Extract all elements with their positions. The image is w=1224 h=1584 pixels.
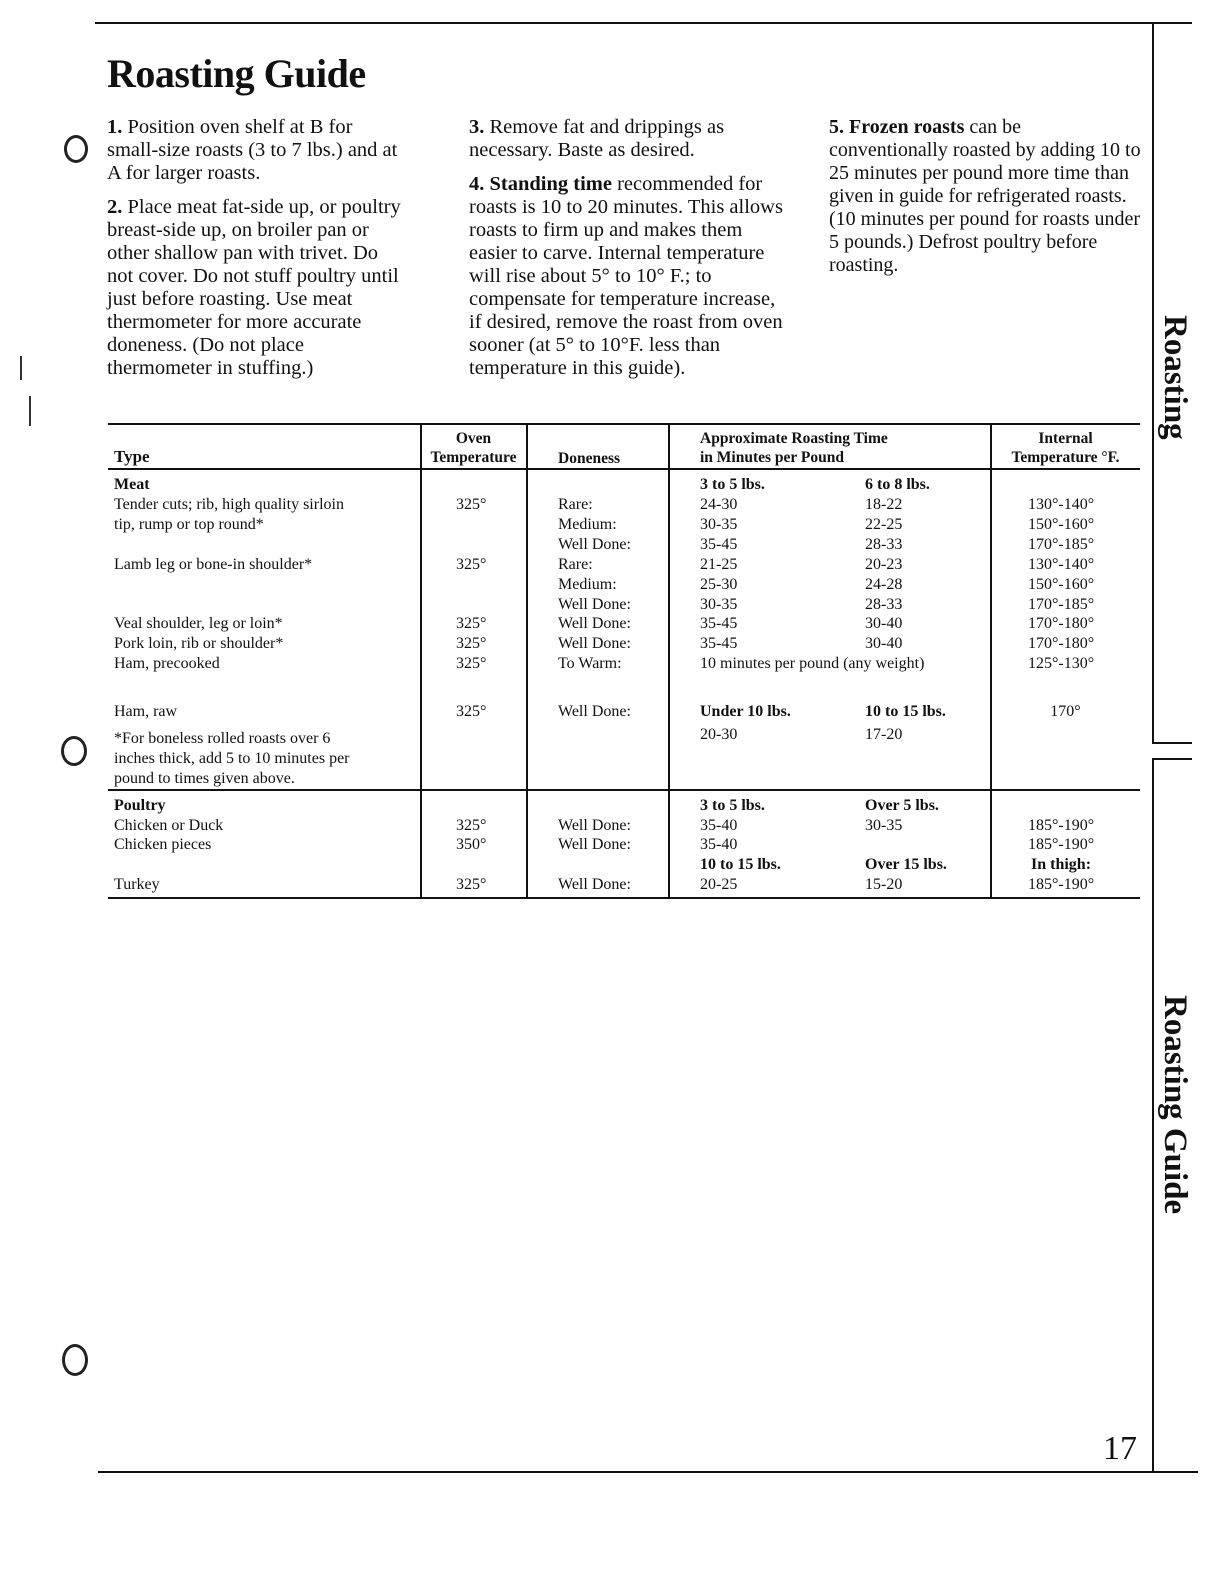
time-value: 20-30: [700, 726, 738, 743]
time-value: 17-20: [865, 726, 903, 743]
internal-temp: 130°-140°: [1028, 496, 1095, 513]
time-value: 10 minutes per pound (any weight): [700, 655, 925, 672]
time-value: 15-20: [865, 876, 903, 893]
step-number: 2.: [107, 196, 123, 218]
oven-temp: 325°: [456, 496, 487, 513]
doneness: Rare:: [558, 496, 593, 513]
step-keyword: Standing time: [489, 173, 612, 195]
oven-temp: 325°: [456, 615, 487, 632]
internal-temp: 125°-130°: [1028, 655, 1095, 672]
time-value: 35-45: [700, 635, 738, 652]
column-divider: [668, 423, 670, 899]
cut-name: Chicken pieces: [114, 836, 212, 853]
time-value: 35-45: [700, 536, 738, 553]
cut-name: Ham, precooked: [114, 655, 220, 672]
header-oven-line2: Temperature: [430, 449, 517, 466]
time-value: 21-25: [700, 556, 738, 573]
doneness: Well Done:: [558, 635, 631, 652]
cut-name: tip, rump or top round*: [114, 516, 264, 533]
internal-temp: 185°-190°: [1028, 836, 1095, 853]
weight-range: 3 to 5 lbs.: [700, 476, 765, 493]
footnote: inches thick, add 5 to 10 minutes per: [114, 750, 350, 767]
oven-temp: 325°: [456, 817, 487, 834]
time-value: 30-40: [865, 615, 903, 632]
binder-hole-icon: [62, 1344, 88, 1376]
time-value: 30-35: [865, 817, 903, 834]
step-text: Position oven shelf at B for small-size roasts (3 to 7 lbs.) and at A for larger roasts.: [107, 116, 398, 184]
weight-range: Over 5 lbs.: [865, 797, 939, 814]
oven-temp: 325°: [456, 556, 487, 573]
cut-name: Turkey: [114, 876, 160, 893]
internal-temp: 170°-185°: [1028, 596, 1095, 613]
cut-name: Chicken or Duck: [114, 817, 224, 834]
side-tab-divider: [1152, 742, 1192, 744]
step-number: 4.: [469, 173, 485, 195]
doneness: Medium:: [558, 516, 617, 533]
scan-mark: [20, 356, 22, 380]
doneness: Well Done:: [558, 536, 631, 553]
time-value: 30-35: [700, 516, 738, 533]
time-value: 20-23: [865, 556, 903, 573]
instructions-column-1: [107, 116, 407, 391]
header-oven: [421, 429, 526, 467]
step-number: 5.: [829, 116, 844, 138]
header-type: Type: [114, 447, 150, 466]
roasting-table: [108, 423, 1140, 899]
section-poultry: Poultry: [114, 797, 166, 814]
time-value: 24-28: [865, 576, 903, 593]
doneness: Well Done:: [558, 836, 631, 853]
header-roasting-time: [700, 429, 888, 467]
step-text: Place meat fat-side up, or poultry breast-side up, on broiler pan or other shallow pan with trivet. Do not cover. Do not stuff poultry until just before roasting. Use meat thermometer for more accurate doneness. (Do not place thermometer in stuffing.): [107, 196, 401, 379]
doneness: Medium:: [558, 576, 617, 593]
top-rule: [95, 22, 1192, 24]
column-divider: [420, 423, 422, 899]
step-text: recommended for roasts is 10 to 20 minutes. This allows roasts to firm up and makes them easier to carve. Internal temperature will rise about 5° to 10° F.; to compensate for temperature increase, if desired, remove the roast from oven sooner (at 5° to 10°F. less than temperature in this guide).: [469, 173, 783, 379]
internal-temp: 170°-185°: [1028, 536, 1095, 553]
oven-temp: 325°: [456, 876, 487, 893]
internal-temp: 170°-180°: [1028, 615, 1095, 632]
header-internal-line1: Internal: [1038, 430, 1093, 447]
doneness: To Warm:: [558, 655, 622, 672]
table-rule: [108, 897, 1140, 899]
weight-range: 3 to 5 lbs.: [700, 797, 765, 814]
time-value: 30-35: [700, 596, 738, 613]
internal-temp: 185°-190°: [1028, 876, 1095, 893]
doneness: Well Done:: [558, 876, 631, 893]
oven-temp: 325°: [456, 655, 487, 672]
weight-range: Over 15 lbs.: [865, 856, 947, 873]
internal-temp: 150°-160°: [1028, 576, 1095, 593]
doneness: Rare:: [558, 556, 593, 573]
doneness: Well Done:: [558, 615, 631, 632]
step-number: 3.: [469, 116, 485, 138]
section-meat: Meat: [114, 476, 150, 493]
side-tab-roasting-guide[interactable]: Roasting Guide: [1157, 995, 1193, 1215]
internal-temp-label: In thigh:: [1031, 856, 1092, 873]
time-value: 30-40: [865, 635, 903, 652]
time-value: 28-33: [865, 596, 903, 613]
step-keyword: Frozen roasts: [849, 116, 965, 138]
doneness: Well Done:: [558, 703, 631, 720]
weight-range: 10 to 15 lbs.: [700, 856, 781, 873]
step-3: [469, 116, 784, 162]
internal-temp: 185°-190°: [1028, 817, 1095, 834]
table-rule: [108, 423, 1140, 425]
instructions-column-2: [469, 116, 784, 391]
table-rule: [108, 789, 1140, 791]
time-value: 25-30: [700, 576, 738, 593]
weight-range: Under 10 lbs.: [700, 703, 791, 720]
weight-range: 6 to 8 lbs.: [865, 476, 930, 493]
side-tab-divider: [1152, 758, 1192, 760]
binder-hole-icon: [61, 736, 87, 766]
doneness: Well Done:: [558, 817, 631, 834]
internal-temp: 150°-160°: [1028, 516, 1095, 533]
cut-name: Lamb leg or bone-in shoulder*: [114, 556, 313, 573]
time-value: 24-30: [700, 496, 738, 513]
internal-temp: 130°-140°: [1028, 556, 1095, 573]
cut-name: Pork loin, rib or shoulder*: [114, 635, 284, 652]
time-value: 18-22: [865, 496, 903, 513]
internal-temp: 170°: [1050, 703, 1081, 720]
step-4: [469, 173, 784, 380]
step-5: [829, 116, 1144, 277]
side-tab-roasting[interactable]: Roasting: [1157, 315, 1193, 440]
header-time-line1: Approximate Roasting Time: [700, 430, 888, 447]
scan-mark: [29, 396, 31, 426]
cut-name: Veal shoulder, leg or loin*: [114, 615, 283, 632]
page-number: 17: [1103, 1430, 1137, 1467]
internal-temp: 170°-180°: [1028, 635, 1095, 652]
header-doneness: Doneness: [558, 450, 621, 467]
header-oven-line1: Oven: [455, 430, 492, 447]
instructions-column-3: [829, 116, 1144, 288]
time-value: 22-25: [865, 516, 903, 533]
time-value: 35-40: [700, 817, 738, 834]
step-1: [107, 116, 407, 185]
binder-hole-icon: [64, 135, 88, 163]
oven-temp: 350°: [456, 836, 487, 853]
step-text: can be conventionally roasted by adding 10 to 25 minutes per pound more time than given in guide for refrigerated roasts. (10 minutes per pound for roasts under 5 pounds.) Defrost poultry before roasting.: [829, 116, 1141, 276]
step-number: 1.: [107, 116, 123, 138]
column-divider: [990, 423, 992, 899]
step-2: [107, 196, 407, 380]
header-internal-temp: [991, 429, 1140, 467]
time-value: 35-40: [700, 836, 738, 853]
time-value: 20-25: [700, 876, 738, 893]
header-time-line2: in Minutes per Pound: [700, 449, 844, 466]
oven-temp: 325°: [456, 635, 487, 652]
oven-temp: 325°: [456, 703, 487, 720]
side-tab-gap: [1150, 744, 1158, 758]
header-internal-line2: Temperature °F.: [1011, 449, 1120, 466]
time-value: 35-45: [700, 615, 738, 632]
doneness: Well Done:: [558, 596, 631, 613]
table-rule: [108, 468, 1140, 470]
time-value: 28-33: [865, 536, 903, 553]
cut-name: Tender cuts; rib, high quality sirloin: [114, 496, 344, 513]
footnote: pound to times given above.: [114, 770, 295, 787]
column-divider: [526, 423, 528, 899]
cut-name: Ham, raw: [114, 703, 178, 720]
footnote: *For boneless rolled roasts over 6: [114, 730, 331, 747]
step-text: Remove fat and drippings as necessary. Baste as desired.: [469, 116, 725, 161]
weight-range: 10 to 15 lbs.: [865, 703, 946, 720]
page-title: Roasting Guide: [107, 51, 366, 96]
bottom-rule: [98, 1471, 1198, 1473]
